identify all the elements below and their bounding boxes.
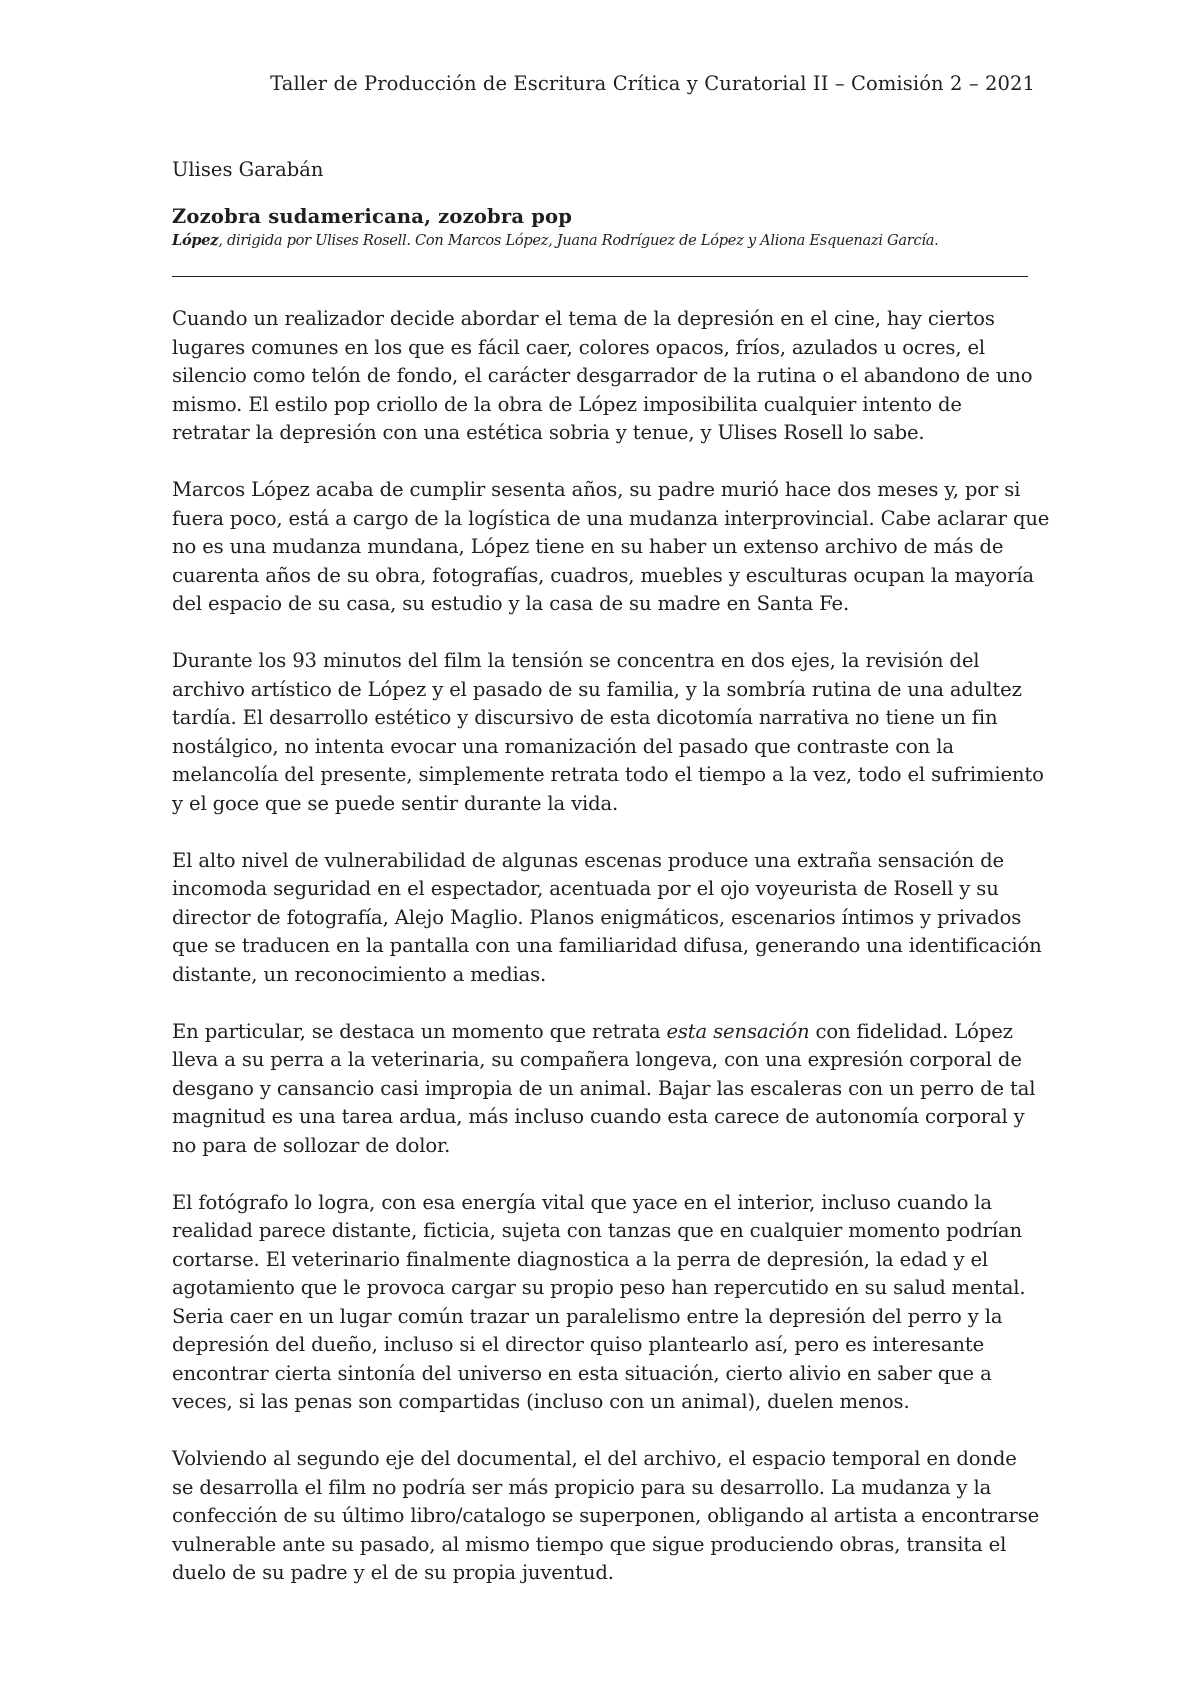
emphasized-text: esta sensación [666,1019,810,1043]
text-line: encontrar cierta sintonía del universo en esta situación, cierto alivio en saber que a [172,1361,992,1385]
text-line: Volviendo al segundo eje del documental, el del archivo, el espacio temporal en donde [172,1447,1017,1470]
text-line: tardía. El desarrollo estético y discursivo de esta dicotomía narrativa no tiene un fin [172,706,998,729]
text-line: nostálgico, no intenta evocar una romanización del pasado que contraste con la [172,734,954,758]
text-line: que se traducen en la pantalla con una familiaridad difusa, generando una identificación [172,934,1042,957]
film-credits [172,232,1032,249]
text-line: cortarse. El veterinario finalmente diagnostica a la perra de depresión, la edad y el [172,1247,989,1271]
paragraph-3 [172,647,1044,818]
text-line: melancolía del presente, simplemente retrata todo el tiempo a la vez, todo el sufrimiento [172,763,1044,786]
text-line: archivo artístico de López y el pasado de su familia, y la sombría rutina de una adultez [172,677,1022,701]
course-header: Taller de Producción de Escritura Crítica y Curatorial II – Comisión 2 – 2021 [270,72,1035,95]
text-line: realidad parece distante, ficticia, sujeta con tanzas que en cualquier momento podrían [172,1219,1022,1242]
paragraph-2 [172,476,1050,619]
text-line: El fotógrafo lo logra, con esa energía vital que yace en el interior, incluso cuando la [172,1190,992,1214]
text-line: lugares comunes en los que es fácil caer, colores opacos, fríos, azulados u ocres, el [172,335,986,359]
paragraph-7 [172,1445,1040,1588]
text-line: desgano y cansancio casi impropia de un animal. Bajar las escaleras con un perro de tal [172,1076,1036,1100]
film-title: López [172,232,219,249]
text-line: duelo de su padre y el de su propia juventud. [172,1561,614,1584]
text-line: Seria caer en un lugar común trazar un paralelismo entre la depresión del perro y la [172,1304,1003,1328]
text-line: lleva a su perra a la veterinaria, su compañera longeva, con una expresión corporal de [172,1048,1022,1071]
text-line: retratar la depresión con una estética sobria y tenue, y Ulises Rosell lo sabe. [172,421,925,444]
text-line: distante, un reconocimiento a medias. [172,962,547,986]
paragraph-5 [172,1018,1040,1161]
text-line: El alto nivel de vulnerabilidad de algunas escenas produce una extraña sensación de [172,848,1004,872]
text-fragment: En particular, se destaca un momento que retrata [172,1019,667,1043]
text-line: del espacio de su casa, su estudio y la casa de su madre en Santa Fe. [172,592,850,615]
paragraph-6 [172,1189,1040,1417]
text-line: Marcos López acaba de cumplir sesenta años, su padre murió hace dos meses y, por si [172,478,1021,501]
text-line: incomoda seguridad en el espectador, acentuada por el ojo voyeurista de Rosell y su [172,877,999,900]
article-title: Zozobra sudamericana, zozobra pop [172,205,573,228]
text-line: agotamiento que le provoca cargar su propio peso han repercutido en su salud mental. [172,1276,1026,1299]
text-line: magnitud es una tarea ardua, más incluso cuando esta carece de autonomía corporal y [172,1105,1025,1128]
text-line: depresión del dueño, incluso si el director quiso plantearlo así, pero es interesante [172,1333,985,1356]
text-line: Cuando un realizador decide abordar el tema de la depresión en el cine, hay ciertos [172,307,995,330]
paragraph-1 [172,305,1040,448]
text-line: no para de sollozar de dolor. [172,1133,451,1157]
paragraph-4 [172,847,1040,990]
text-line: vulnerable ante su pasado, al mismo tiempo que sigue produciendo obras, transita el [172,1532,1007,1556]
text-fragment: con fidelidad. López [809,1019,1013,1043]
film-credits-text: , dirigida por Ulises Rosell. Con Marcos López, Juana Rodríguez de López y Aliona Esquenazi García. [218,232,939,249]
text-line: cuarenta años de su obra, fotografías, cuadros, muebles y esculturas ocupan la mayoría [172,563,1034,587]
text-line: confección de su último libro/catalogo se superponen, obligando al artista a encontrarse [172,1504,1040,1527]
divider-line [172,276,1028,277]
text-line: silencio como telón de fondo, el carácter desgarrador de la rutina o el abandono de uno [172,364,1033,387]
text-line [172,1018,1040,1047]
text-line: y el goce que se puede sentir durante la vida. [172,791,619,815]
text-line: veces, si las penas son compartidas (incluso con un animal), duelen menos. [172,1390,910,1413]
text-line: fuera poco, está a cargo de la logística de una mudanza interprovincial. Cabe aclarar que [172,506,1050,530]
text-line: mismo. El estilo pop criollo de la obra de López imposibilita cualquier intento de [172,392,962,416]
article-body [172,305,1050,1616]
author-name: Ulises Garabán [172,158,324,181]
text-line: se desarrolla el film no podría ser más propicio para su desarrollo. La mudanza y la [172,1475,992,1499]
text-line: director de fotografía, Alejo Maglio. Planos enigmáticos, escenarios íntimos y privados [172,905,1022,929]
text-line: no es una mudanza mundana, López tiene en su haber un extenso archivo de más de [172,535,1004,558]
text-line: Durante los 93 minutos del film la tensión se concentra en dos ejes, la revisión del [172,649,980,672]
